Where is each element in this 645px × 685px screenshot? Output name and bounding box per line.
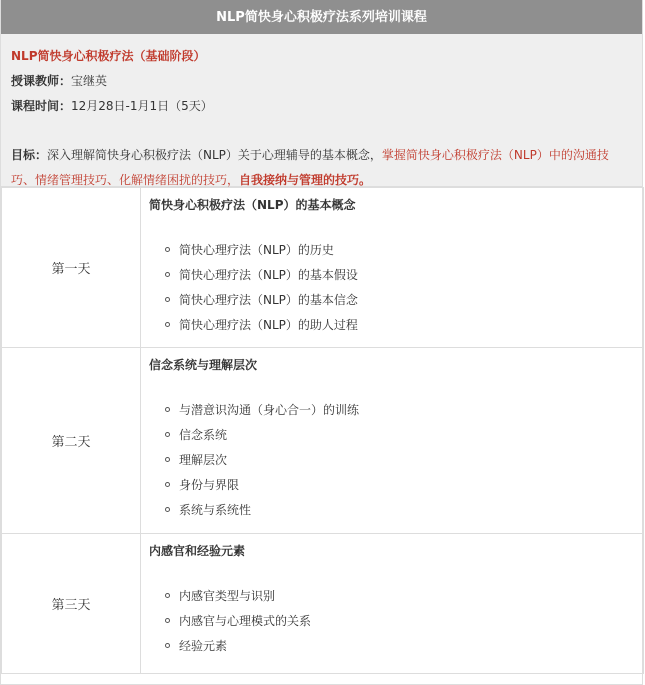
- goal-label: 目标：: [11, 148, 48, 162]
- bullet-icon: [165, 507, 170, 512]
- list-item: 简快心理疗法（NLP）的基本假设: [179, 263, 633, 288]
- table-row: [2, 348, 644, 534]
- goal-paragraph: [11, 143, 632, 193]
- list-item: 简快心理疗法（NLP）的基本信念: [179, 288, 633, 313]
- day-cell: 第一天: [2, 188, 141, 348]
- bullet-icon: [165, 297, 170, 302]
- item-list: [149, 238, 633, 338]
- bullet-icon: [165, 322, 170, 327]
- bullet-icon: [165, 593, 170, 598]
- list-item: 经验元素: [179, 634, 633, 659]
- list-item: 系统与系统性: [179, 498, 633, 523]
- goal-text-3: 自我接纳与管理的技巧。: [239, 173, 372, 187]
- goal-text-1: 深入理解简快身心积极疗法（NLP）关于心理辅导的基本概念，: [47, 148, 382, 162]
- item-list: [149, 584, 633, 659]
- bullet-icon: [165, 432, 170, 437]
- item-list: [149, 398, 633, 523]
- teacher-value: 宝继英: [71, 74, 108, 88]
- schedule-table: [1, 187, 644, 674]
- bullet-icon: [165, 618, 170, 623]
- page-title: NLP简快身心积极疗法系列培训课程: [1, 0, 642, 34]
- course-info-panel: [1, 34, 642, 187]
- bullet-icon: [165, 482, 170, 487]
- content-cell: [141, 348, 644, 534]
- list-item: 内感官类型与识别: [179, 584, 633, 609]
- table-row: [2, 534, 644, 674]
- bullet-icon: [165, 407, 170, 412]
- teacher-label: 授课教师：: [11, 74, 72, 88]
- time-value: 12月28日-1月1日（5天）: [71, 99, 213, 113]
- bullet-icon: [165, 247, 170, 252]
- list-item: 内感官与心理模式的关系: [179, 609, 633, 634]
- content-cell: [141, 534, 644, 674]
- bullet-icon: [165, 643, 170, 648]
- bullet-icon: [165, 272, 170, 277]
- day-cell: 第二天: [2, 348, 141, 534]
- list-item: 与潜意识沟通（身心合一）的训练: [179, 398, 633, 423]
- list-item: 简快心理疗法（NLP）的历史: [179, 238, 633, 263]
- list-item: 理解层次: [179, 448, 633, 473]
- list-item: 身份与界限: [179, 473, 633, 498]
- table-row: [2, 188, 644, 348]
- day-topic: 信念系统与理解层次: [149, 358, 258, 372]
- content-cell: [141, 188, 644, 348]
- goal-text-2: 掌握简快身心积极疗法（NLP）中的沟通技巧、情绪管理技巧、化解情绪困扰的技巧，: [11, 148, 609, 187]
- course-name: NLP简快身心积极疗法（基础阶段）: [11, 49, 206, 63]
- list-item: 信念系统: [179, 423, 633, 448]
- bullet-icon: [165, 457, 170, 462]
- day-topic: 内感官和经验元素: [149, 544, 246, 558]
- time-line: [11, 94, 632, 119]
- list-item: 简快心理疗法（NLP）的助人过程: [179, 313, 633, 338]
- teacher-line: [11, 69, 632, 94]
- time-label: 课程时间：: [11, 99, 72, 113]
- day-topic: 简快身心积极疗法（NLP）的基本概念: [149, 198, 356, 212]
- day-cell: 第三天: [2, 534, 141, 674]
